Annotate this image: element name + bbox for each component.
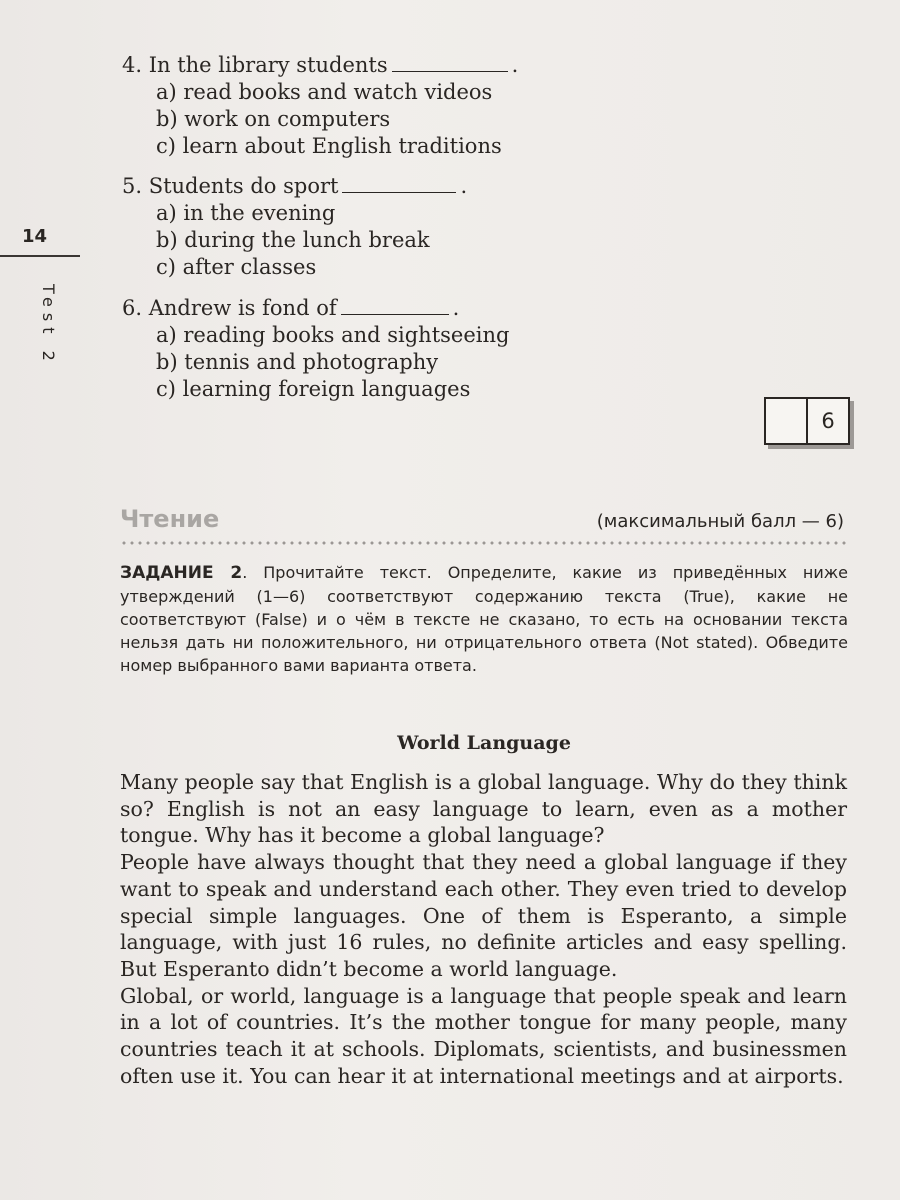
option-c[interactable]: c) learning foreign languages [156, 377, 471, 401]
option-b[interactable]: b) during the lunch break [156, 228, 430, 252]
section-max-score: (максимальный балл — 6) [596, 511, 844, 532]
answer-blank[interactable] [341, 296, 449, 315]
section-title: Чтение [120, 505, 220, 533]
article-body [120, 769, 847, 1089]
dotted-divider [120, 541, 848, 545]
article-paragraph: Many people say that English is a global language. Why do they think so? English is not an easy language to learn, even as a mother tongue. Why has it become a global language? [120, 770, 847, 848]
question-5 [122, 173, 467, 281]
score-entry-cell[interactable] [766, 399, 808, 443]
option-a[interactable]: a) in the evening [156, 201, 336, 225]
option-c[interactable]: c) after classes [156, 255, 317, 279]
page-number: 14 [22, 226, 48, 247]
question-stem: 4. In the library students . [122, 53, 519, 77]
task-text: . Прочитайте текст. Определите, какие из приведённых ниже утверждений (1—6) соответствуют содержанию текста (True), какие не соответствуют (False) и о чём в тексте не сказано, то есть на основании текста нельзя дать ни положительного, ни отрицательного ответа (Not stated). Обведите номер выбранного вами варианта ответа. [120, 563, 848, 675]
option-a[interactable]: a) reading books and sightseeing [156, 323, 510, 347]
option-b[interactable]: b) work on computers [156, 107, 391, 131]
margin-divider [0, 255, 80, 257]
question-stem: 5. Students do sport . [122, 174, 468, 198]
question-stem: 6. Andrew is fond of . [122, 296, 460, 320]
max-score-value: 6 [821, 409, 835, 433]
option-a[interactable]: a) read books and watch videos [156, 80, 493, 104]
question-4 [122, 52, 518, 160]
question-6 [122, 295, 509, 403]
running-header-label: Test 2 [39, 284, 58, 367]
option-b[interactable]: b) tennis and photography [156, 350, 439, 374]
article-paragraph: People have always thought that they need a global language if they want to speak and understand each other. They even tried to develop special simple languages. One of them is Esperanto, a simple language, with just 16 rules, no definite articles and easy spelling. But Esperanto didn’t become a world language. [120, 850, 847, 981]
task-instructions [120, 561, 848, 677]
article-title: World Language [397, 732, 571, 754]
answer-blank[interactable] [392, 53, 508, 72]
task-label: ЗАДАНИЕ 2 [120, 563, 243, 583]
option-c[interactable]: c) learn about English traditions [156, 134, 502, 158]
article-paragraph: Global, or world, language is a language that people speak and learn in a lot of countries. It’s the mother tongue for many people, many countries teach it at schools. Diplomats, scientists, and businessmen often use it. You can hear it at international meetings and at airports. [120, 983, 847, 1088]
score-box [764, 397, 850, 445]
answer-blank[interactable] [342, 174, 456, 193]
